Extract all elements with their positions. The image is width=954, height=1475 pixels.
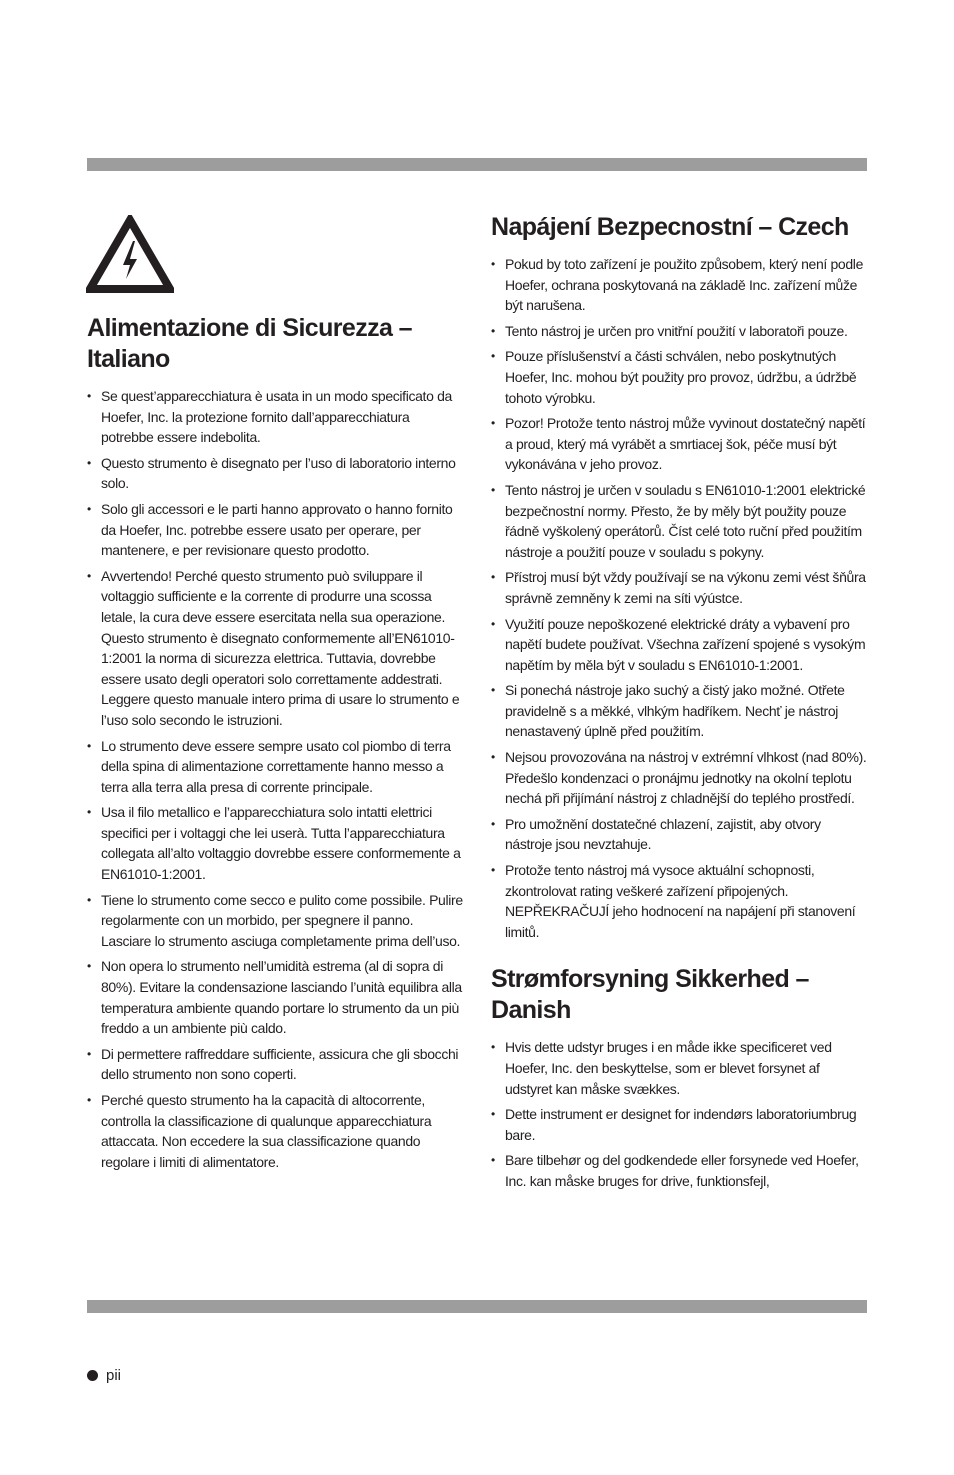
list-item: • Dette instrument er designet for indendørs laboratoriumbrug bare.	[491, 1104, 868, 1145]
list-item: • Questo strumento è disegnato per l’uso di laboratorio interno solo.	[87, 453, 464, 494]
bottom-divider-bar	[87, 1300, 867, 1313]
list-item: • Pro umožnění dostatečné chlazení, zajistit, aby otvory nástroje jsou nevztahuje.	[491, 814, 868, 855]
list-item: • Non opera lo strumento nell’umidità estrema (al di sopra di 80%). Evitare la condensazione lasciando l’unità equilibra alla temperatura ambiente quando portare lo strumento da un più freddo a un ambiente più caldo.	[87, 956, 464, 1038]
list-item: • Pokud by toto zařízení je použito způsobem, který není podle Hoefer, ochrana poskytovaná na základě Inc. zařízení může být narušena.	[491, 254, 868, 316]
list-item: • Protože tento nástroj má vysoce aktuální schopnosti, zkontrolovat rating veškeré zařízení připojených. NEPŘEKRAČUJÍ jeho hodnocení na napájení při stanovení limitů.	[491, 860, 868, 942]
list-item: • Hvis dette udstyr bruges i en måde ikke specificeret ved Hoefer, Inc. den beskyttelse, som er blevet forsynet af udstyret kan måske svækkes.	[491, 1037, 868, 1099]
czech-list	[491, 254, 868, 942]
list-item: • Usa il filo metallico e l’apparecchiatura solo intatti elettrici specifici per i voltaggi che lei userà. Tutta l’apparecchiatura collegata all’alto voltaggio dovrebbe essere conformemente a EN61010-1:2001.	[87, 802, 464, 884]
list-item: • Tento nástroj je určen pro vnitřní použití v laboratoři pouze.	[491, 321, 868, 342]
danish-section	[491, 964, 868, 1191]
list-item: • Solo gli accessori e le parti hanno approvato o hanno fornito da Hoefer, Inc. potrebbe essere usato per operare, per mantenere, e per revisionare questo prodotto.	[87, 499, 464, 561]
right-column	[491, 212, 868, 1197]
list-item: • Tento nástroj je určen v souladu s EN61010-1:2001 elektrické bezpečnostní normy. Přesto, že by měly být použity pouze řádně vyškolený operátorů. Číst celé toto ruční před použitím nástroje a použití pouze v souladu s pokyny.	[491, 480, 868, 562]
list-item: • Avvertendo! Perché questo strumento può sviluppare il voltaggio sufficiente e la corrente di produrre una scossa letale, la cura deve essere esercitata nella sua operazione. Questo strumento è disegnato conformemente all’EN61010-1:2001 la norma di sicurezza elettrica. Tuttavia, dovrebbe essere usato degli operatori solo correttamente addestrati. Leggere questo manuale intero prima di usare lo strumento e l’uso solo secondo le istruzioni.	[87, 566, 464, 731]
list-item: • Tiene lo strumento come secco e pulito come possibile. Pulire regolarmente con un morbido, per spegnere il panno. Lasciare lo strumento asciuga completamente prima dell’uso.	[87, 890, 464, 952]
bullet-dot-icon	[87, 1370, 98, 1381]
list-item: • Bare tilbehør og del godkendede eller forsynede ved Hoefer, Inc. kan måske bruges for drive, funktionsfejl,	[491, 1150, 868, 1191]
list-item: • Si ponechá nástroje jako suchý a čistý jako možné. Otřete pravidelně s a měkké, vlhkým hadříkem. Nechť je nástroj nenastavený úplně před použitím.	[491, 680, 868, 742]
danish-list	[491, 1037, 868, 1191]
high-voltage-warning-icon	[86, 215, 174, 293]
list-item: • Di permettere raffreddare sufficiente, assicura che gli sbocchi dello strumento non sono coperti.	[87, 1044, 464, 1085]
list-item: • Využití pouze nepoškozené elektrické dráty a vybavení pro napětí budete používat. Všechna zařízení spojené s vysokým napětím by měla být v souladu s EN61010-1:2001.	[491, 614, 868, 676]
italian-section	[87, 313, 464, 1177]
list-item: • Lo strumento deve essere sempre usato col piombo di terra della spina di alimentazione correttamente hanno messo a terra alla terra alla presa di corrente principale.	[87, 736, 464, 798]
list-item: • Perché questo strumento ha la capacità di altocorrente, controlla la classificazione di qualunque apparecchiatura attaccata. Non eccedere la sua classificazione quando regolare i limiti di alimentatore.	[87, 1090, 464, 1172]
top-divider-bar	[87, 158, 867, 171]
list-item: • Přístroj musí být vždy používají se na výkonu zemi vést šňůra správně zemněny k zemi na síti výústce.	[491, 567, 868, 608]
page-footer	[87, 1367, 121, 1384]
list-item: • Se quest’apparecchiatura è usata in un modo specificato da Hoefer, Inc. la protezione fornito dall’apparecchiatura potrebbe essere indebolita.	[87, 386, 464, 448]
list-item: • Nejsou provozována na nástroj v extrémní vlhkost (nad 80%). Předešlo kondenzaci o pronájmu jednotky na okolní teplotu nechá při přijímání nástroj z chladnější do teplého prostředí.	[491, 747, 868, 809]
italian-section-title: Alimentazione di Sicurezza – Italiano	[87, 314, 412, 373]
page-number: pii	[106, 1367, 122, 1384]
danish-section-title: Strømforsyning Sikkerhed – Danish	[491, 965, 809, 1025]
czech-section-title: Napájení Bezpecnostní – Czech	[491, 213, 849, 241]
czech-section	[491, 212, 868, 942]
list-item: • Pouze příslušenství a části schválen, nebo poskytnutých Hoefer, Inc. mohou být použity pro provoz, údržbu, a údržbě tohoto výrobku.	[491, 346, 868, 408]
italian-list	[87, 386, 464, 1172]
list-item: • Pozor! Protože tento nástroj může vyvinout dostatečný napětí a proud, který má vyrábět a smrtiacej šok, péče musí být vykonávána v jeho provoz.	[491, 413, 868, 475]
